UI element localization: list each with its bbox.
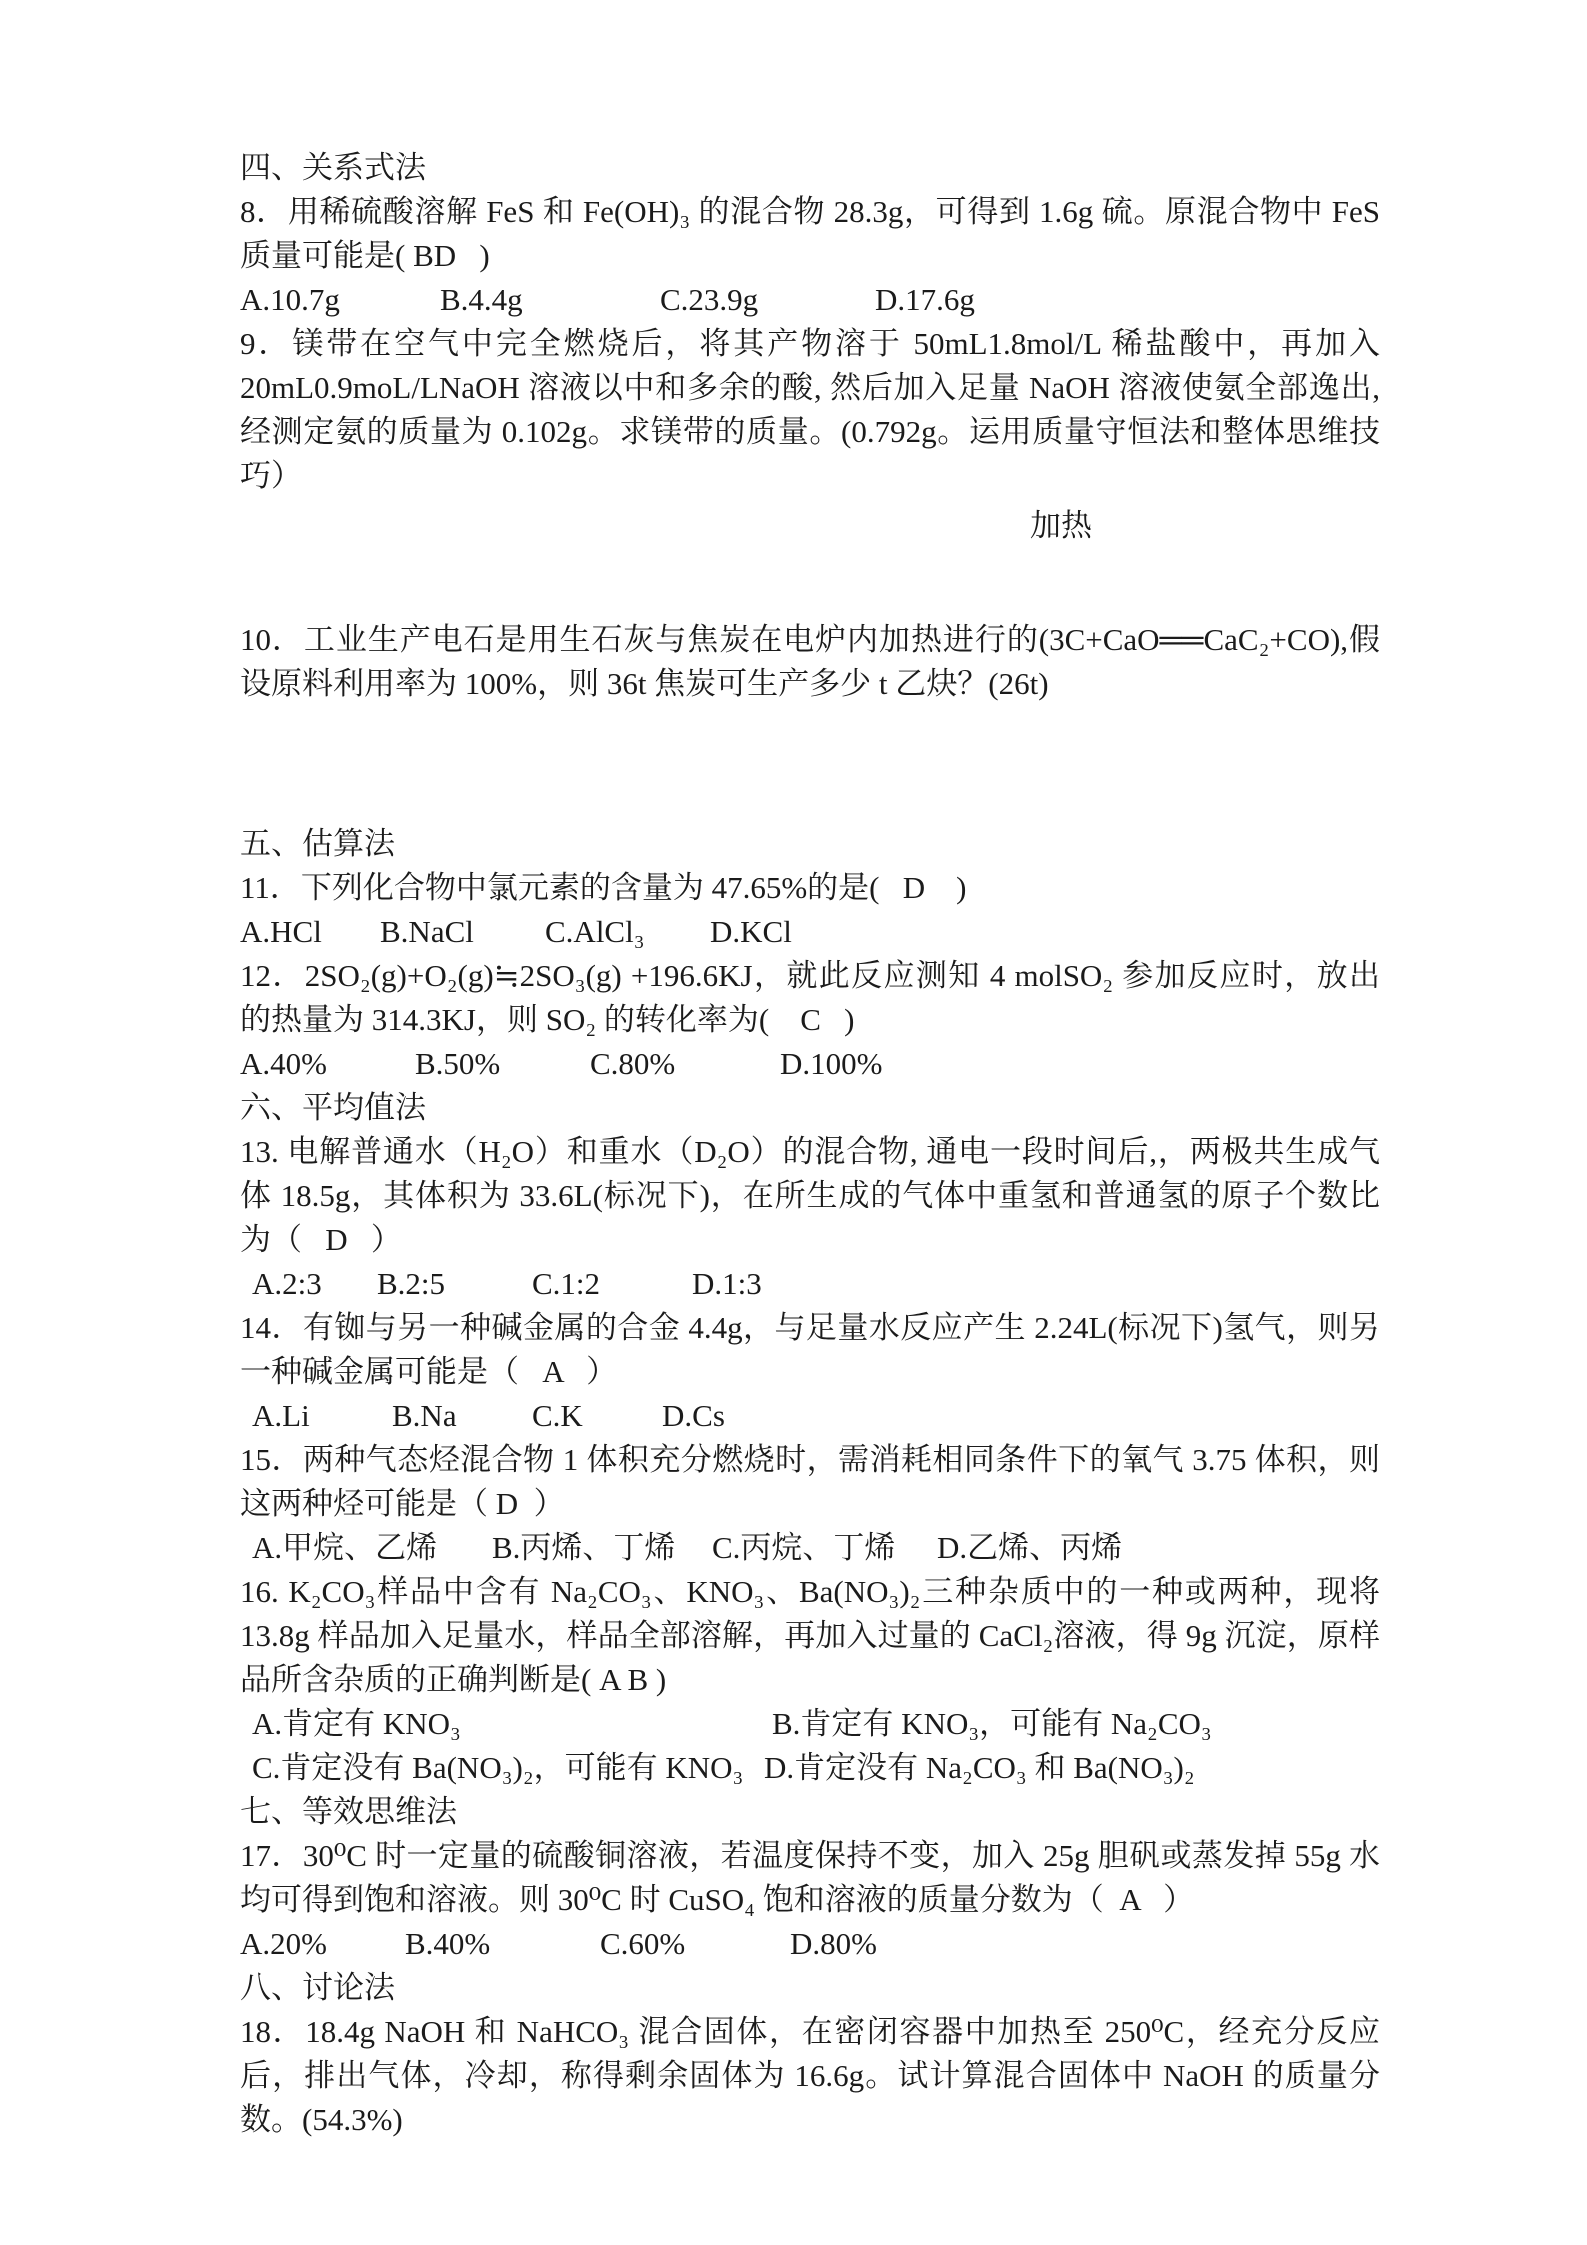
- question-11-option-c: C.AlCl₃: [545, 914, 645, 949]
- question-13-option-a: A.2:3: [252, 1266, 322, 1301]
- question-11-option-d: D.KCl: [710, 914, 792, 949]
- question-13-option-d: D.1:3: [692, 1266, 762, 1301]
- question-8-option-d: D.17.6g: [875, 282, 975, 317]
- question-10-text: 10．工业生产电石是用生石灰与焦炭在电炉内加热进行的(3C+CaO══CaC₂+CO),假设原料利用率为 100%，则 36t 焦炭可生产多少 t 乙炔？(26t): [240, 622, 1380, 701]
- question-17-option-b: B.40%: [405, 1926, 491, 1961]
- question-16-option-b: B.肯定有 KNO₃，可能有 Na₂CO₃: [772, 1706, 1212, 1741]
- question-16-text: 16. K₂CO₃样品中含有 Na₂CO₃、KNO₃、Ba(NO₃)₂三种杂质中的一种或两种，现将 13.8g 样品加入足量水，样品全部溶解，再加入过量的 CaCl₂溶液，得 9g 沉淀，原样品所含杂质的正确判断是( A B ): [240, 1574, 1388, 1697]
- question-13-text: 13. 电解普通水（H₂O）和重水（D₂O）的混合物, 通电一段时间后,，两极共生成气体 18.5g，其体积为 33.6L(标况下)，在所生成的气体中重氢和普通氢的原子个数比为（ D ）: [240, 1134, 1380, 1257]
- question-12-options: [240, 1042, 1380, 1086]
- question-9-text: 9．镁带在空气中完全燃烧后，将其产物溶于 50mL1.8mol/L 稀盐酸中，再加入 20mL0.9moL/LNaOH 溶液以中和多余的酸, 然后加入足量 NaOH 溶液使氨全部逸出, 经测定氨的质量为 0.102g。求镁带的质量。(0.792g。运用质量守恒法和整体思维技巧）: [240, 326, 1388, 493]
- question-14-option-a: A.Li: [252, 1398, 310, 1433]
- question-15-option-d: D.乙烯、丙烯: [937, 1530, 1123, 1565]
- question-15-option-b: B.丙烯、丁烯: [492, 1530, 676, 1565]
- question-11-option-b: B.NaCl: [380, 914, 474, 949]
- question-17-option-a: A.20%: [240, 1926, 327, 1961]
- question-15-option-a: A.甲烷、乙烯: [252, 1530, 438, 1565]
- question-17-option-d: D.80%: [790, 1926, 877, 1961]
- question-16-options-row-1: [240, 1702, 1380, 1746]
- question-14-option-d: D.Cs: [662, 1398, 725, 1433]
- question-8-text: 8．用稀硫酸溶解 FeS 和 Fe(OH)₃ 的混合物 28.3g，可得到 1.6g 硫。原混合物中 FeS 质量可能是( BD ): [240, 194, 1388, 273]
- question-14-option-c: C.K: [532, 1398, 583, 1433]
- section-heading-discussion-method: 八、讨论法: [240, 1970, 395, 2005]
- question-14-text: 14．有铷与另一种碱金属的合金 4.4g，与足量水反应产生 2.24L(标况下)氢气，则另一种碱金属可能是（ A ）: [240, 1310, 1380, 1389]
- section-heading-relation-method: 四、关系式法: [240, 150, 426, 185]
- question-16-option-d: D.肯定没有 Na₂CO₃ 和 Ba(NO₃)₂: [764, 1750, 1195, 1785]
- question-12-option-c: C.80%: [590, 1046, 676, 1081]
- question-8-option-a: A.10.7g: [240, 282, 340, 317]
- question-14-option-b: B.Na: [392, 1398, 457, 1433]
- question-11-options: [240, 910, 1380, 954]
- question-12-option-a: A.40%: [240, 1046, 327, 1081]
- question-11-option-a: A.HCl: [240, 914, 322, 949]
- question-12-option-b: B.50%: [415, 1046, 501, 1081]
- heating-condition-label: 加热: [1030, 508, 1092, 543]
- question-17-options: [240, 1922, 1380, 1966]
- section-heading-equivalent-thinking-method: 七、等效思维法: [240, 1794, 457, 1829]
- question-13-option-b: B.2:5: [377, 1266, 446, 1301]
- question-16-option-c: C.肯定没有 Ba(NO₃)₂，可能有 KNO₃: [252, 1750, 744, 1785]
- question-17-text: 17．30⁰C 时一定量的硫酸铜溶液，若温度保持不变，加入 25g 胆矾或蒸发掉 55g 水均可得到饱和溶液。则 30⁰C 时 CuSO₄ 饱和溶液的质量分数为（ A ）: [240, 1838, 1380, 1917]
- question-16-options-row-2: [240, 1746, 1380, 1790]
- question-12-option-d: D.100%: [780, 1046, 883, 1081]
- question-8-option-c: C.23.9g: [660, 282, 759, 317]
- question-15-options: [240, 1526, 1380, 1570]
- question-17-option-c: C.60%: [600, 1926, 686, 1961]
- question-14-options: [240, 1394, 1380, 1438]
- question-8-option-b: B.4.4g: [440, 282, 523, 317]
- section-heading-estimation-method: 五、估算法: [240, 826, 395, 861]
- question-16-option-a: A.肯定有 KNO₃: [252, 1706, 461, 1741]
- question-8-options: [240, 278, 1380, 322]
- section-heading-average-method: 六、平均值法: [240, 1090, 426, 1125]
- question-12-text: 12．2SO₂(g)+O₂(g)≒2SO₃(g) +196.6KJ，就此反应测知 4 molSO₂ 参加反应时，放出的热量为 314.3KJ，则 SO₂ 的转化率为( C ): [240, 958, 1380, 1037]
- question-18-text: 18．18.4g NaOH 和 NaHCO₃ 混合固体，在密闭容器中加热至 250⁰C，经充分反应后，排出气体，冷却，称得剩余固体为 16.6g。试计算混合固体中 NaOH 的质量分数。(54.3%): [240, 2014, 1380, 2137]
- question-11-text: 11．下列化合物中氯元素的含量为 47.65%的是( D ): [240, 870, 967, 905]
- question-15-text: 15．两种气态烃混合物 1 体积充分燃烧时，需消耗相同条件下的氧气 3.75 体积，则这两种烃可能是（ D ）: [240, 1442, 1380, 1521]
- question-15-option-c: C.丙烷、丁烯: [712, 1530, 896, 1565]
- question-13-option-c: C.1:2: [532, 1266, 601, 1301]
- question-13-options: [240, 1262, 1380, 1306]
